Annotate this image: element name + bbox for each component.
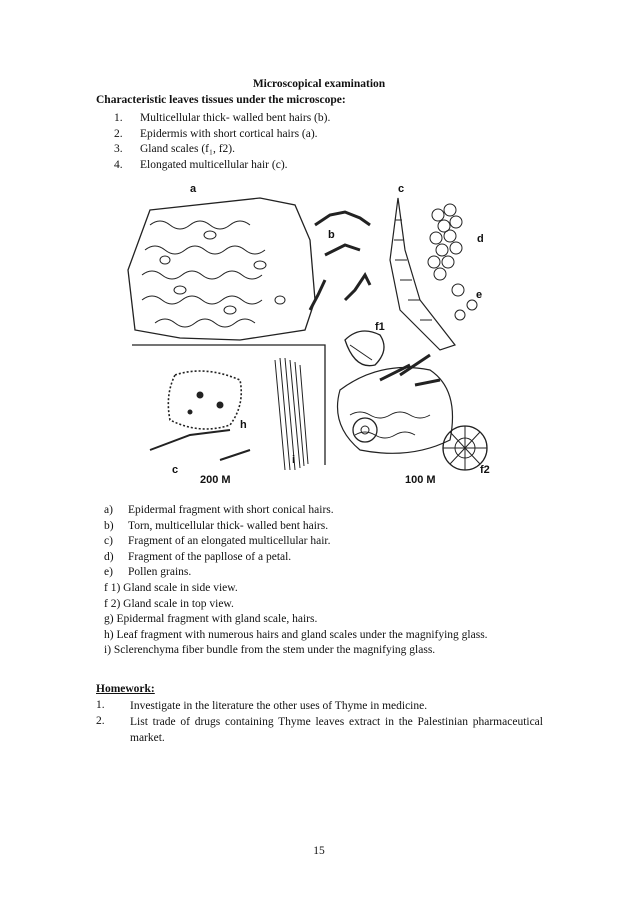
homework-item: 2. List trade of drugs containing Thyme leaves extract in the Palestinian pharmaceutical market. — [96, 715, 543, 744]
figure-legend — [96, 503, 556, 659]
characteristics-list — [96, 111, 556, 173]
list-item: 3. Gland scales (f₁, f2). — [114, 143, 236, 156]
legend-item: e) Pollen grains. — [104, 566, 192, 579]
elongated-hair-c — [390, 198, 455, 350]
legend-item: c) Fragment of an elongated multicellular hair. — [104, 535, 331, 548]
leaf-fragment-h — [168, 371, 241, 429]
magnification-right: 100 M — [405, 474, 436, 486]
page-number: 15 — [313, 845, 325, 857]
label-h: h — [240, 419, 247, 431]
epidermis-fragment-a — [128, 198, 315, 340]
list-item: 4. Elongated multicellular hair (c). — [114, 158, 288, 171]
section-heading: Microscopical examination — [252, 78, 386, 90]
homework-item: 1. Investigate in the literature the other uses of Thyme in medicine. — [96, 699, 428, 712]
legend-item: g) Epidermal fragment with gland scale, hairs. — [104, 613, 318, 626]
label-d: d — [477, 233, 484, 245]
microscopy-figure — [120, 180, 520, 490]
list-item: 1. Multicellular thick- walled bent hairs (b). — [114, 112, 331, 124]
legend-item: b) Torn, multicellular thick- walled bent hairs. — [104, 519, 329, 532]
label-e: e — [476, 289, 483, 301]
label-f1: f1 — [375, 321, 385, 333]
label-b: b — [328, 229, 335, 241]
bent-hair-b — [315, 212, 370, 225]
legend-item: a) Epidermal fragment with short conical hairs. — [104, 504, 334, 516]
label-c-bottom: c — [172, 464, 179, 476]
section-subheading: Characteristic leaves tissues under the microscope: — [96, 94, 346, 106]
legend-item: i) Sclerenchyma fiber bundle from the stem under the magnifying glass. — [104, 644, 436, 657]
list-item: 2. Epidermis with short cortical hairs (a). — [114, 127, 318, 140]
legend-item: f 1) Gland scale in side view. — [104, 581, 238, 594]
pollen-grain-e — [452, 284, 464, 296]
gland-scale-f1 — [345, 331, 384, 366]
petal-fragment-d — [428, 204, 462, 280]
label-i: i — [292, 454, 296, 466]
label-f2: f2 — [480, 464, 490, 476]
label-a: a — [190, 183, 197, 195]
homework-heading: Homework: — [96, 683, 155, 695]
magnification-left: 200 M — [200, 474, 231, 486]
legend-item: h) Leaf fragment with numerous hairs and gland scales under the magnifying glass. — [104, 628, 488, 641]
legend-item: f 2) Gland scale in top view. — [104, 597, 234, 610]
label-c: c — [398, 183, 405, 195]
legend-item: d) Fragment of the papllose of a petal. — [104, 550, 292, 563]
